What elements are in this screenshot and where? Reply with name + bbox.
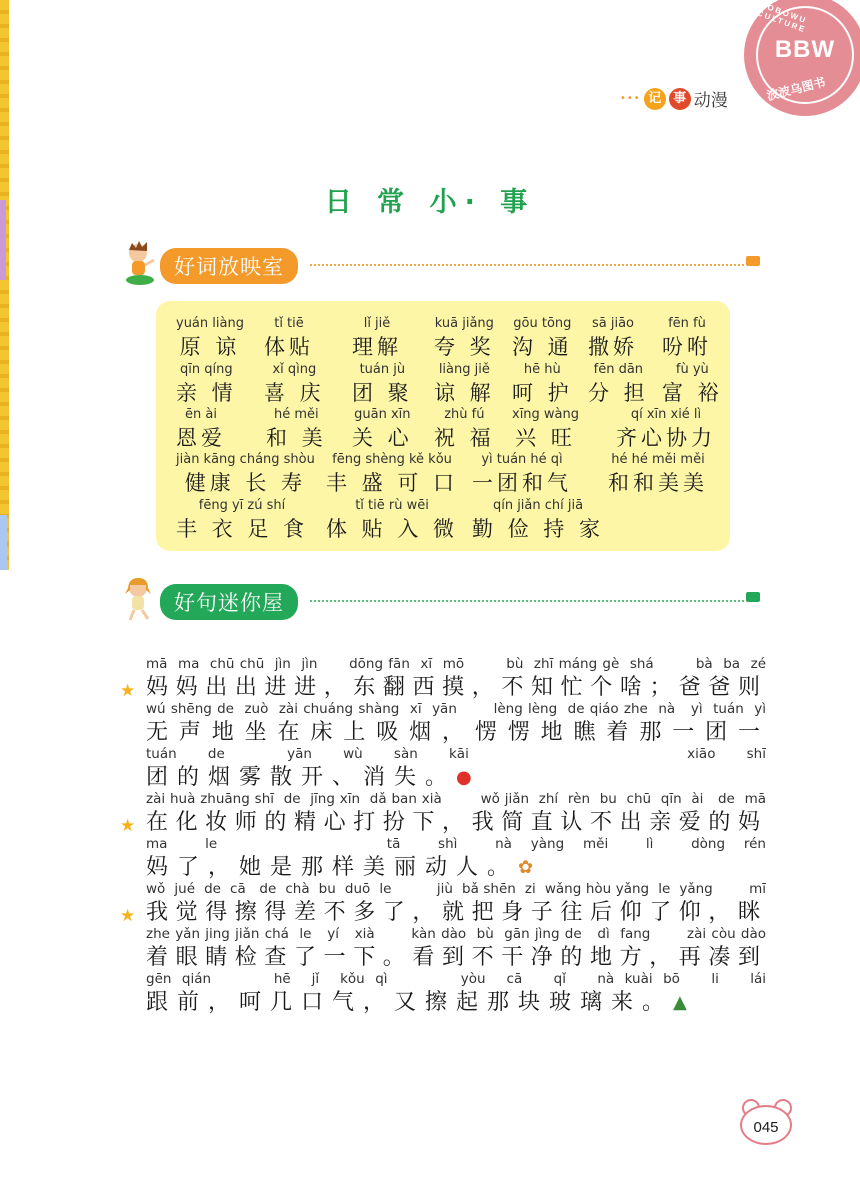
sentence-line: [120, 880, 766, 928]
vocab-word: [616, 406, 716, 452]
vocab-pinyin: ēn ài: [185, 407, 217, 422]
vocab-pinyin: yì tuán hé qì: [481, 452, 563, 467]
page-title: 日 常 小· 事: [324, 187, 536, 218]
sentence-pinyin: mā ma chū chū jìn jìn dōng fān xī mō bù zhī máng gè shá bà ba zé: [146, 656, 766, 672]
vocab-hanzi: 喜 庆: [264, 381, 325, 405]
vocab-hanzi: 丰 盛 可 口: [326, 471, 459, 495]
vocab-pinyin: lǐ jiě: [363, 316, 391, 331]
sentence-hanzi: 跟前，呵几口气，又擦起那块玻璃来。▲: [146, 988, 766, 1018]
sentence-pinyin: zài huà zhuāng shī de jīng xīn dǎ ban xià wǒ jiǎn zhí rèn bu chū qīn ài de mā: [146, 791, 766, 807]
vocab-pinyin: fēng yī zú shí: [198, 498, 286, 513]
dots-icon: •••: [620, 93, 641, 104]
sentence-pinyin: gēn qián hē jǐ kǒu qì yòu cā qǐ nà kuài bō li lái: [146, 971, 766, 987]
sentence-hanzi: 我 觉 得 擦 得 差 不 多 了 ， 就 把 身 子 往 后 仰 了 仰 ， 眯: [146, 900, 760, 925]
vocab-hanzi: 体贴: [264, 335, 314, 359]
sentence-line: [146, 970, 766, 1018]
badge-top-text: BOBOWU CULTURE: [755, 0, 809, 35]
vocab-pinyin: zhù fú: [444, 407, 485, 422]
badge-bottom-text: 波波乌图书: [765, 74, 827, 104]
sentence-line: [120, 655, 766, 703]
vocab-word: [266, 406, 327, 452]
vocab-word: [264, 315, 314, 361]
sentence-pinyin: zhe yǎn jing jiǎn chá le yí xià kàn dào bù gān jìng de dì fang zài còu dào: [146, 926, 766, 942]
vocab-hanzi: 健康 长 寿: [184, 471, 307, 495]
sentence-hanzi: 着 眼 睛 检 查 了 一 下 。 看 到 不 干 净 的 地 方 ， 再 凑 到: [146, 945, 760, 970]
vocab-pinyin: xīng wàng: [512, 407, 580, 422]
vocab-pinyin: hé hé měi měi: [611, 452, 705, 467]
decoration-icon: ▲: [673, 992, 687, 1013]
vocab-word: [608, 451, 708, 497]
page-number: 045: [753, 1119, 779, 1136]
sentence-hanzi: 在 化 妆 师 的 精 心 打 扮 下 ， 我 简 直 认 不 出 亲 爱 的 妈: [146, 810, 760, 835]
vocab-hanzi: 和和美美: [608, 471, 708, 495]
header-tag: [620, 86, 728, 111]
vocab-pinyin: yuán liàng: [176, 316, 244, 331]
vocab-word: [472, 497, 604, 543]
section-header-sentences: [120, 576, 760, 622]
vocab-pinyin: qīn qíng: [180, 362, 233, 377]
vocab-hanzi: 分 担: [588, 381, 649, 405]
vocab-hanzi: 原 谅: [179, 335, 241, 359]
tag-char-circle-2: 事: [669, 88, 691, 110]
vocab-pinyin: fēng shèng kě kǒu: [332, 452, 452, 467]
badge-logo-text: BBW: [774, 36, 836, 63]
sentence-line: [146, 700, 766, 748]
sentence-pinyin: ma le tā shì nà yàng měi lì dòng rén: [146, 836, 766, 852]
section-header-vocab: [120, 240, 760, 286]
vocab-word: [176, 451, 315, 497]
vocab-hanzi: 夸 奖: [434, 335, 495, 359]
vocab-pinyin: jiàn kāng cháng shòu: [176, 452, 315, 467]
vocab-hanzi: 关 心: [352, 426, 413, 450]
vocab-word: [352, 315, 402, 361]
vocab-word: [176, 315, 244, 361]
vocab-hanzi: 丰 衣 足 食: [176, 517, 309, 541]
vocab-pinyin: fēn fù: [668, 316, 706, 331]
vocab-hanzi: 富 裕: [662, 381, 723, 405]
vocab-word: [176, 406, 226, 452]
vocab-hanzi: 祝 福: [434, 426, 495, 450]
vocab-hanzi: 理解: [352, 335, 402, 359]
vocabulary-box: [156, 301, 730, 551]
star-bullet-icon: ★: [120, 906, 136, 926]
vocab-word: [472, 451, 572, 497]
decoration-icon: ✿: [518, 857, 534, 878]
sentence-pinyin: wǒ jué de cā de chà bu duō le jiù bǎ shēn zi wǎng hòu yǎng le yǎng mī: [146, 881, 766, 897]
vocab-pinyin: tǐ tiē: [274, 316, 304, 331]
vocab-word: [662, 315, 712, 361]
vocab-hanzi: 沟 通: [512, 335, 573, 359]
vocab-word: [434, 361, 495, 407]
page-number-badge: [736, 1095, 796, 1145]
sentence-pinyin: wú shēng de zuò zài chuáng shàng xī yān lèng lèng de qiáo zhe nà yì tuán yì: [146, 701, 766, 717]
vocab-pinyin: qí xīn xié lì: [630, 407, 702, 422]
vocab-word: [512, 315, 573, 361]
vocab-word: [176, 361, 237, 407]
vocab-word: [176, 497, 308, 543]
vocab-word: [512, 406, 579, 452]
sentence-line: [146, 835, 766, 883]
star-bullet-icon: ★: [120, 816, 136, 836]
vocab-pinyin: hē hù: [523, 362, 561, 377]
vocab-word: [512, 361, 573, 407]
decoration-icon: ●: [456, 767, 472, 788]
vocab-word: [326, 451, 458, 497]
sentence-line: [120, 790, 766, 838]
left-decorative-strip-blue: [0, 515, 7, 570]
vocab-word: [588, 361, 649, 407]
sentence-hanzi: 无 声 地 坐 在 床 上 吸 烟 ， 愣 愣 地 瞧 着 那 一 团 一: [146, 720, 760, 745]
vocab-hanzi: 吩咐: [662, 335, 712, 359]
section-label-sentences: 好句迷你屋: [160, 584, 298, 620]
vocab-hanzi: 亲 情: [176, 381, 237, 405]
vocab-pinyin: kuā jiǎng: [434, 316, 494, 331]
vocab-pinyin: fēn dān: [593, 362, 644, 377]
vocab-word: [326, 497, 458, 543]
publisher-badge: [744, 0, 860, 116]
section-label-vocab: 好词放映室: [160, 248, 298, 284]
vocab-word: [352, 406, 413, 452]
vocab-word: [352, 361, 413, 407]
tag-rest-text: 动漫: [693, 91, 728, 111]
vocab-pinyin: qín jiǎn chí jiā: [492, 498, 584, 513]
vocab-hanzi: 谅 解: [434, 381, 495, 405]
vocab-pinyin: hé měi: [274, 407, 319, 422]
pencil-icon: [746, 256, 760, 266]
pencil-icon: [746, 592, 760, 602]
vocab-pinyin: sā jiāo: [591, 316, 634, 331]
vocab-hanzi: 齐心协力: [616, 426, 716, 450]
vocab-pinyin: tuán jù: [359, 362, 406, 377]
vocab-hanzi: 恩爱: [176, 426, 226, 450]
vocab-hanzi: 兴 旺: [515, 426, 576, 450]
vocab-hanzi: 勤 俭 持 家: [472, 517, 605, 541]
vocab-word: [588, 315, 638, 361]
girl-cartoon-icon: [120, 576, 162, 622]
vocab-hanzi: 撒娇: [588, 335, 638, 359]
sentence-hanzi: 团的烟雾散开、消失。●: [146, 763, 766, 793]
vocab-hanzi: 呵 护: [512, 381, 573, 405]
vocab-pinyin: gōu tōng: [513, 316, 572, 331]
vocab-word: [434, 406, 495, 452]
vocab-pinyin: liàng jiě: [438, 362, 490, 377]
vocab-hanzi: 一团和气: [472, 471, 572, 495]
tag-char-circle-1: 记: [644, 88, 666, 110]
sentence-pinyin: tuán de yān wù sàn kāi xiāo shī: [146, 746, 766, 762]
left-decorative-strip: [0, 0, 9, 570]
vocab-hanzi: 体 贴 入 微: [326, 517, 459, 541]
boy-cartoon-icon: [120, 240, 162, 286]
star-bullet-icon: ★: [120, 681, 136, 701]
vocab-hanzi: 团 聚: [352, 381, 413, 405]
vocab-pinyin: fù yù: [675, 362, 709, 377]
section-dotted-line: [310, 600, 744, 602]
sentence-hanzi: 妈 妈 出 出 进 进 ， 东 翻 西 摸 ， 不 知 忙 个 啥 ； 爸 爸 则: [146, 675, 760, 700]
vocab-word: [434, 315, 495, 361]
sentence-line: [146, 925, 766, 973]
sentence-hanzi: 妈了，她是那样美丽动人。✿: [146, 853, 766, 883]
vocab-word: [264, 361, 325, 407]
vocab-pinyin: guān xīn: [354, 407, 411, 422]
vocab-word: [662, 361, 723, 407]
vocab-hanzi: 和 美: [266, 426, 327, 450]
vocab-pinyin: tǐ tiē rù wēi: [355, 498, 429, 513]
sentence-line: [146, 745, 766, 793]
vocab-pinyin: xǐ qìng: [272, 362, 317, 377]
section-dotted-line: [310, 264, 744, 266]
